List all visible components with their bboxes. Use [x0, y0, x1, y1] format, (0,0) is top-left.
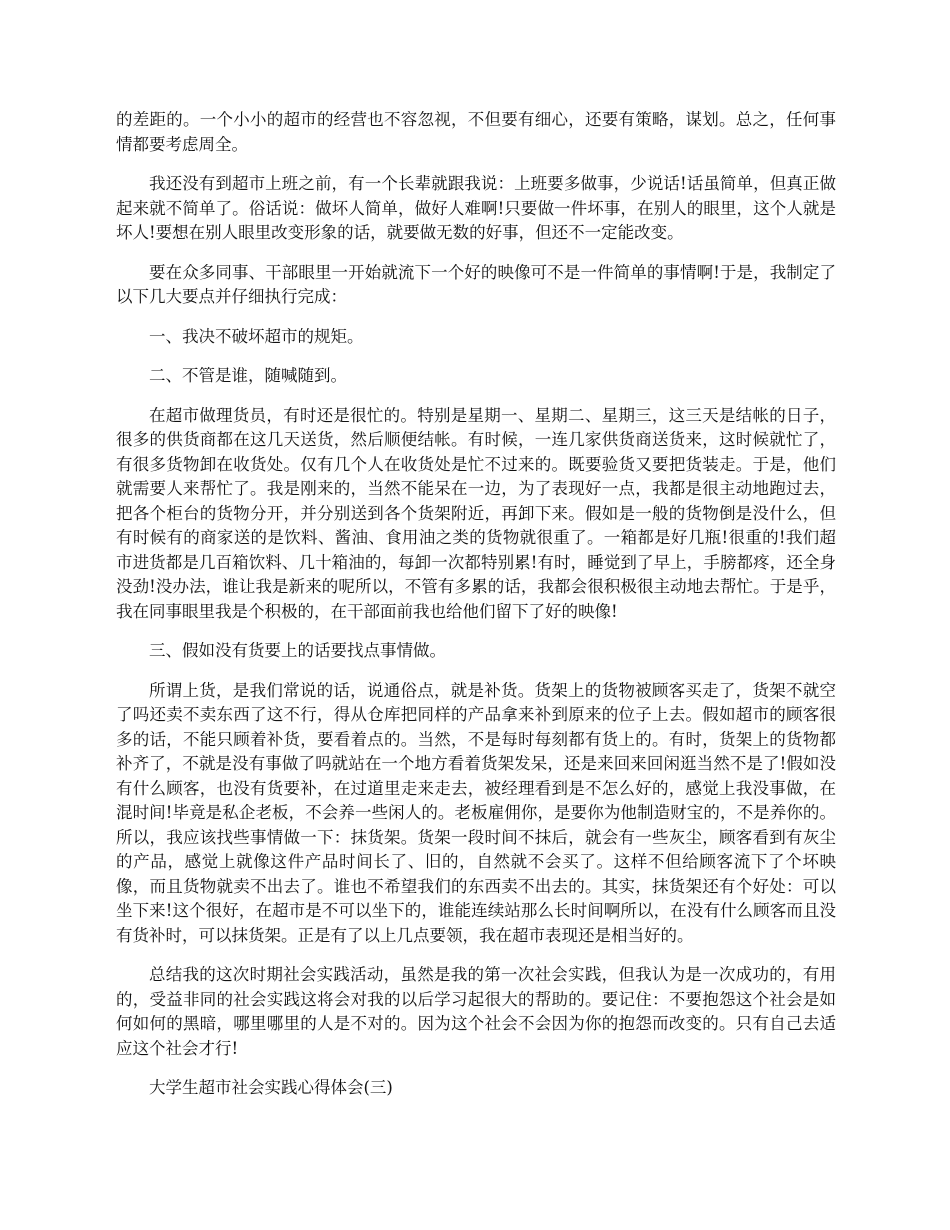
paragraph-restocking: 所谓上货，是我们常说的话，说通俗点，就是补货。货架上的货物被顾客买走了，货架不就空了吗还卖不卖东西了这不行，得从仓库把同样的产品拿来补到原来的位子上去。假如超市的顾客很多的话，不能只顾着补货，要看着点的。当然，不是每时每刻都有货上的。有时，货架上的货物都补齐了，不就是没有事做了吗就站在一个地方看着货架发呆，还是来回来回闲逛当然不是了!假如没有什么顾客，也没有货要补，在过道里走来走去，被经理看到是不怎么好的，感觉上我没事做，在混时间!毕竟是私企老板，不会养一些闲人的。老板雇佣你，是要你为他制造财宝的，不是养你的。所以，我应该找些事情做一下：抹货架。货架一段时间不抹后，就会有一些灰尘，顾客看到有灰尘的产品，感觉上就像这件产品时间长了、旧的，自然就不会买了。这样不但给顾客流下了个坏映像，而且货物就卖不出去了。谁也不希望我们的东西卖不出去的。其实，抹货架还有个好处：可以坐下来!这个很好，在超市是不可以坐下的，谁能连续站那么长时间啊所以，在没有什么顾客而且没有货补时，可以抹货架。正是有了以上几点要领，我在超市表现还是相当好的。 [116, 680, 836, 945]
paragraph-point-two: 二、不管是谁，随喊随到。 [149, 366, 347, 385]
document-page [116, 108, 836, 1116]
paragraph-point-one: 一、我决不破坏超市的规矩。 [149, 326, 364, 346]
paragraph-summary: 总结我的这次时期社会实践活动，虽然是我的第一次社会实践，但我认为是一次成功的，有用的，受益非同的社会实践这将会对我的以后学习起很大的帮助的。要记住：不要抱怨这个社会是如何如何的黑暗，哪里哪里的人是不对的。因为这个社会不会因为你的抱怨而改变的。只有自己去适应这个社会才行! [116, 965, 836, 1058]
paragraph-receiving-goods: 在超市做理货员，有时还是很忙的。特别是星期一、星期二、星期三，这三天是结帐的日子，很多的供货商都在这几天送货，然后顺便结帐。有时候，一连几家供货商送货来，这时候就忙了，有很多货物卸在收货处。仅有几个人在收货处是忙不过来的。既要验货又要把货装走。于是，他们就需要人来帮忙了。我是刚来的，当然不能呆在一边，为了表现好一点，我都是很主动地跑过去，把各个柜台的货物分开，并分别送到各个货架附近，再卸下来。假如是一般的货物倒是没什么，但有时候有的商家送的是饮料、酱油、食用油之类的货物就很重了。一箱都是好几瓶!很重的!我们超市进货都是几百箱饮料、几十箱油的，每卸一次都特别累!有时，睡觉到了早上，手膀都疼，还全身没劲!没办法，谁让我是新来的呢所以，不管有多累的话，我都会很积极很主动地去帮忙。于是乎，我在同事眼里我是个积极的，在干部面前我也给他们留下了好的映像! [116, 405, 836, 621]
paragraph-continuation: 的差距的。一个小小的超市的经营也不容忽视，不但要有细心，还要有策略，谋划。总之，任何事情都要考虑周全。 [116, 110, 836, 154]
section-heading: 大学生超市社会实践心得体会(三) [149, 1078, 393, 1097]
paragraph-key-points-intro: 要在众多同事、干部眼里一开始就流下一个好的映像可不是一件简单的事情啊!于是，我制定了以下几大要点并仔细执行完成： [116, 262, 836, 306]
paragraph-elder-advice: 我还没有到超市上班之前，有一个长辈就跟我说：上班要多做事，少说话!话虽简单，但真正做起来就不简单了。俗话说：做坏人简单，做好人难啊!只要做一件坏事，在别人的眼里，这个人就是坏人!要想在别人眼里改变形象的话，就要做无数的好事，但还不一定能改变。 [116, 174, 836, 242]
paragraph-point-three: 三、假如没有货要上的话要找点事情做。 [149, 641, 446, 660]
